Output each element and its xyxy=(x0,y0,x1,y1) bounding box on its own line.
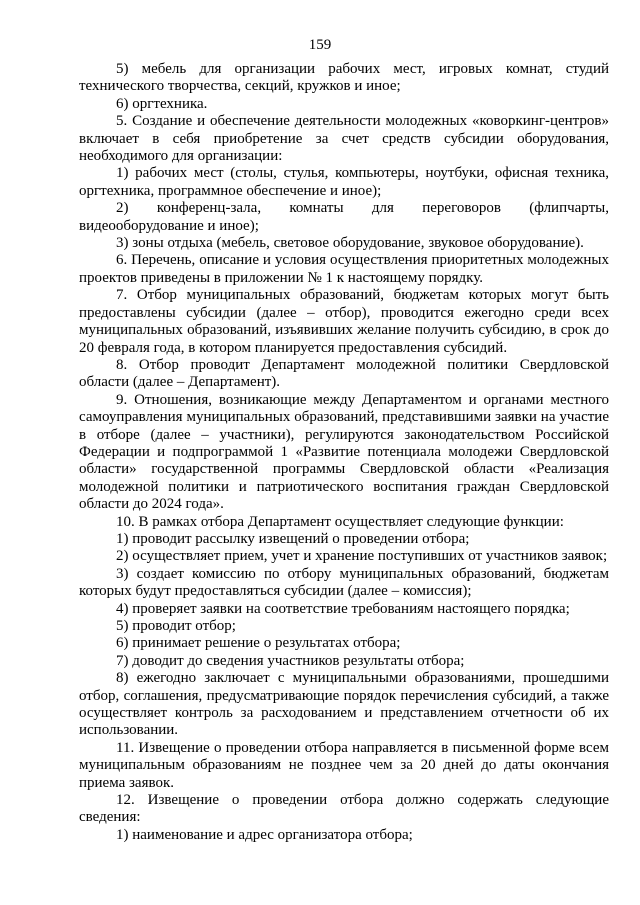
paragraph-function-6: 6) принимает решение о результатах отбора; xyxy=(116,635,401,652)
paragraph-function-5: 5) проводит отбор; xyxy=(116,618,236,634)
paragraph-function-3: 3) создает комиссию по отбору муниципальных образований, бюджетам которых будут предоставляться субсидии (далее – комиссия); xyxy=(79,565,609,600)
paragraph-clause-6: 6. Перечень, описание и условия осуществления приоритетных молодежных проектов приведены в приложении № 1 к настоящему порядку. xyxy=(79,252,609,286)
paragraph-item-5-furniture: 5) мебель для организации рабочих мест, игровых комнат, студий технического творчества, секций, кружков и иное; xyxy=(79,61,609,95)
paragraph-info-1: 1) наименование и адрес организатора отбора; xyxy=(116,826,413,843)
paragraph-function-2: 2) осуществляет прием, учет и хранение поступивших от участников заявок; xyxy=(116,548,608,565)
paragraph-clause-10: 10. В рамках отбора Департамент осуществляет следующие функции: xyxy=(116,513,564,530)
paragraph-item-1-workplaces: 1) рабочих мест (столы, стулья, компьютеры, ноутбуки, офисная техника, оргтехника, программное обеспечение и иное); xyxy=(79,165,609,199)
paragraph-clause-5: 5. Создание и обеспечение деятельности молодежных «коворкинг-центров» включает в себя приобретение за счет средств субсидии оборудования, необходимого для организации: xyxy=(79,113,609,165)
paragraph-item-3-rest-zone: 3) зоны отдыха (мебель, световое оборудование, звуковое оборудование). xyxy=(116,235,584,252)
paragraph-clause-8: 8. Отбор проводит Департамент молодежной политики Свердловской области (далее – Департамент). xyxy=(79,356,609,391)
paragraph-clause-11: 11. Извещение о проведении отбора направляется в письменной форме всем муниципальным образованиям не позднее чем за 20 дней до даты окончания приема заявок. xyxy=(79,739,609,791)
paragraph-item-6-office-equipment: 6) оргтехника. xyxy=(116,95,208,112)
paragraph-item-2-conference-hall: 2) конференц-зала, комнаты для переговоров (флипчарты, видеооборудование и иное); xyxy=(79,200,609,234)
paragraph-function-1: 1) проводит рассылку извещений о проведении отбора; xyxy=(116,530,470,547)
paragraph-function-7: 7) доводит до сведения участников результаты отбора; xyxy=(116,652,465,669)
document-body xyxy=(79,61,609,844)
page-number: 159 xyxy=(308,37,332,53)
paragraph-clause-12: 12. Извещение о проведении отбора должно содержать следующие сведения: xyxy=(79,792,609,826)
paragraph-function-8: 8) ежегодно заключает с муниципальными образованиями, прошедшими отбор, соглашения, предусматривающие порядок перечисления субсидий, а также осуществляет контроль за расходованием и представлением отчетности об их использовании. xyxy=(79,670,609,739)
paragraph-function-4: 4) проверяет заявки на соответствие требованиям настоящего порядка; xyxy=(116,600,570,617)
paragraph-clause-7: 7. Отбор муниципальных образований, бюджетам которых могут быть предоставлены субсидии (далее – отбор), проводится ежегодно среди всех муниципальных образований, изъявивших желание получить субсидию, в срок до 20 февраля года, в котором планируется предоставления субсидий. xyxy=(79,287,609,356)
paragraph-clause-9: 9. Отношения, возникающие между Департаментом и органами местного самоуправления муниципальных образований, представившими заявки на участие в отборе (далее – участники), регулируются законодательством Российской Федерации и подпрограммой 1 «Развитие потенциала молодежи Свердловской области» государственной программы Свердловской области «Реализация молодежной политики и патриотического воспитания граждан Свердловской области до 2024 года». xyxy=(79,391,609,513)
